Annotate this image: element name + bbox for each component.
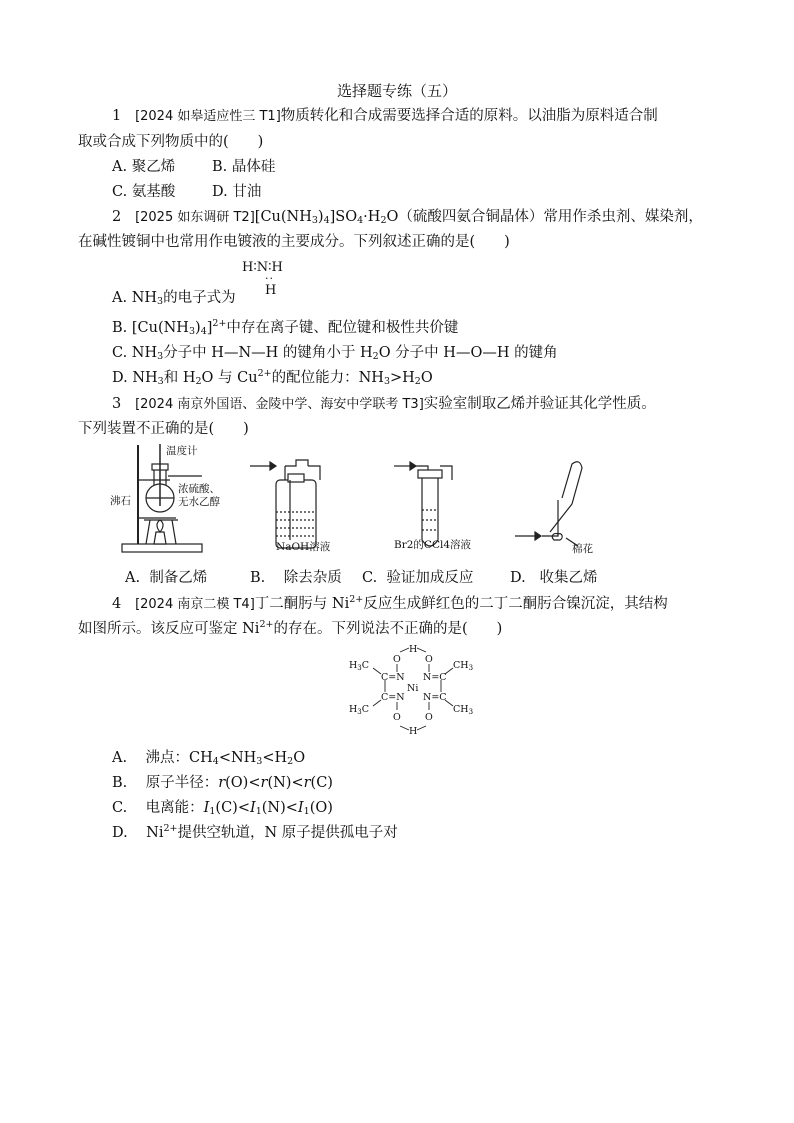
option-letter: D. <box>510 570 526 586</box>
q2-option-c[interactable]: C. $NH_3$分子中 H—N—H 的键角小于 $H_2O$ 分子中 H—O—H 的键角 <box>112 345 558 362</box>
page-title: 选择题专练（五） <box>336 82 457 100</box>
o-top-right: O <box>425 654 433 665</box>
apparatus-figure <box>110 440 610 560</box>
q2-source: [2025 如东调研 T2] <box>135 210 255 225</box>
label-cotton: 棉花 <box>572 543 593 555</box>
option-text: 收集乙烯 <box>539 570 598 586</box>
option-text: 晶体硅 <box>231 159 276 175</box>
q3-source: [2024 南京外国语、金陵中学、海安中学联考 T3] <box>135 397 424 412</box>
q2-option-a[interactable]: A. $NH_3$的电子式为 <box>112 290 236 307</box>
c-top-left: C=N <box>381 672 405 683</box>
q1-option-b[interactable] <box>212 155 275 176</box>
label-naoh: NaOH溶液 <box>276 541 331 553</box>
q2-stem-line1: （硫酸四氨合铜晶体）常用作杀虫剂、媒染剂， <box>398 209 703 225</box>
q3-line1 <box>112 392 656 413</box>
label-thermometer: 温度计 <box>166 445 198 457</box>
q1-line1 <box>112 104 658 125</box>
q3-option-c[interactable] <box>362 566 473 587</box>
methyl-bottom-right: $CH_3$ <box>453 704 474 716</box>
h-bottom: H <box>409 726 418 737</box>
option-text: 甘油 <box>232 184 262 200</box>
label-boiling-chip: 沸石 <box>110 495 131 507</box>
label-reagent2: 无水乙醇 <box>178 496 220 508</box>
q4-option-a[interactable]: A. 沸点：$CH_4<NH_3<H_2O$ <box>112 750 306 767</box>
electron-dots: ·· <box>265 272 274 285</box>
option-letter: B. <box>212 159 228 175</box>
collection-tube-apparatus <box>515 462 582 546</box>
q1-stem-line2: 取或合成下列物质中的( ) <box>78 134 264 150</box>
methyl-top-right: $CH_3$ <box>453 660 474 672</box>
q1-option-a[interactable] <box>112 155 175 176</box>
q4-line1: 4 [2024 南京二模 T4]丁二酮肟与 $Ni^{2+}$反应生成鲜红色的二丁二酮肟合镍沉淀，其结构 <box>112 594 668 612</box>
q3-option-d[interactable] <box>510 566 598 587</box>
option-text: 制备乙烯 <box>149 570 208 586</box>
label-reagent1: 浓硫酸、 <box>178 483 220 495</box>
q2-option-b[interactable]: B. $[Cu(NH_3)_4]^{2+}$中存在离子键、配位键和极性共价键 <box>112 318 459 337</box>
o-bottom-left: O <box>393 712 401 723</box>
test-tube-apparatus <box>394 462 452 546</box>
q4-option-d[interactable]: D. $Ni^{2+}$提供空轨道，N 原子提供孤电子对 <box>112 823 398 841</box>
q3-stem-line2: 下列装置不正确的是( ) <box>78 421 249 437</box>
q4-stem-line2: 如图所示。该反应可鉴定 $Ni^{2+}$的存在。下列说法不正确的是( ) <box>78 619 503 637</box>
q1-source: [2024 如皋适应性三 T1] <box>135 109 281 124</box>
q2-option-d[interactable]: D. $NH_3$和 $H_2O$ 与 $Cu^{2+}$的配位能力：$NH_3>H_2O$ <box>112 368 433 387</box>
q4-option-b[interactable]: B. 原子半径：r(O)<r(N)<r(C) <box>112 775 333 791</box>
label-br2: Br2的CCl4溶液 <box>394 539 472 551</box>
electron-formula-top: H∶N∶H <box>242 260 283 275</box>
option-letter: D. <box>212 184 228 200</box>
ni-center: Ni <box>407 683 419 694</box>
q2-number: 2 <box>112 209 122 225</box>
h-top: H <box>409 644 418 655</box>
q4-option-c[interactable]: C. 电离能：$I_1(C)<I_1(N)<I_1(O)$ <box>112 800 333 817</box>
option-letter: A. <box>125 570 141 586</box>
option-letter: C. <box>362 570 378 586</box>
q3-number: 3 <box>112 396 122 412</box>
option-letter: C. <box>112 184 128 200</box>
q1-option-c[interactable] <box>112 180 175 201</box>
option-letter: A. <box>112 159 128 175</box>
nickel-complex-structure <box>345 640 480 740</box>
n-bottom-right: N=C <box>423 692 447 703</box>
option-text: 氨基酸 <box>131 184 176 200</box>
q3-option-a[interactable] <box>125 566 207 587</box>
methyl-bottom-left: $H_3C$ <box>349 704 370 716</box>
wash-bottle-apparatus <box>250 460 320 548</box>
nh3-electron-formula <box>242 260 283 275</box>
methyl-top-left: $H_3C$ <box>349 660 370 672</box>
q2-formula: $[Cu(NH_3)_4]SO_4\cdot H_2O$ <box>254 209 399 226</box>
c-bottom-left: C=N <box>381 692 405 703</box>
option-text: 验证加成反应 <box>386 570 474 586</box>
option-letter: B. <box>250 570 266 586</box>
o-top-left: O <box>393 654 401 665</box>
q1-number: 1 <box>112 108 122 124</box>
q1-option-d[interactable] <box>212 180 261 201</box>
electron-formula-bottom: H <box>265 283 277 298</box>
n-top-right: N=C <box>423 672 447 683</box>
q1-stem-line1: 物质转化和合成需要选择合适的原料。以油脂为原料适合制 <box>280 108 658 124</box>
o-bottom-right: O <box>425 712 433 723</box>
q3-stem-line1: 实验室制取乙烯并验证其化学性质。 <box>423 396 656 412</box>
q2-stem-line2: 在碱性镀铜中也常用作电镀液的主要成分。下列叙述正确的是( ) <box>78 234 510 250</box>
q2-line1 <box>112 205 703 226</box>
option-text: 除去杂质 <box>283 570 342 586</box>
option-text: 聚乙烯 <box>131 159 176 175</box>
q3-option-b[interactable] <box>250 566 342 587</box>
q4-number: 4 <box>112 596 122 612</box>
q4-source: [2024 南京二模 T4] <box>135 597 255 612</box>
